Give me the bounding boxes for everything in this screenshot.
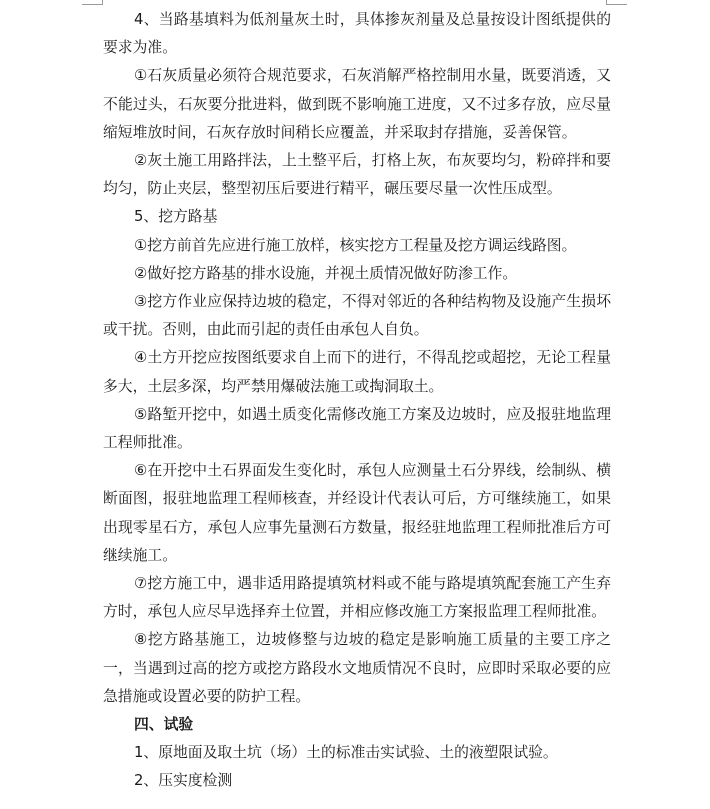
section-heading-testing: 四、试验	[134, 716, 194, 734]
section-heading-excavation: 5、挖方路基	[134, 208, 218, 226]
paragraph-lime-quality: ①石灰质量必须符合规范要求，石灰消解严格控制用水量，既要消透，又不能过头，石灰要分批进料，做到既不影响施工进度，又不过多存放，应尽量缩短堆放时间，石灰存放时间稍长应覆盖，并采取封存措施，妥善保管。	[103, 67, 611, 141]
top-left-margin-mark	[82, 0, 103, 5]
paragraph-density-check: 2、压实度检测	[134, 772, 233, 790]
paragraph-lime-soil-dosage: 4、当路基填料为低剂量灰土时，具体掺灰剂量及总量按设计图纸提供的要求为准。	[103, 11, 611, 57]
paragraph-cutting-changes: ⑤路堑开挖中，如遇土质变化需修改施工方案及边坡时，应及报驻地监理工程师批准。	[103, 405, 611, 452]
paragraph-excavation-staking: ①挖方前首先应进行施工放样，核实挖方工程量及挖方调运线路图。	[134, 236, 577, 254]
paragraph-slope-trimming: ⑧挖方路基施工，边坡修整与边坡的稳定是影响施工质量的主要工序之一，当遇到过高的挖方或挖方路段水文地质情况不良时，应即时采取必要的应急措施或设置必要的防护工程。	[103, 631, 611, 705]
top-right-margin-mark	[606, 0, 627, 5]
paragraph-compaction-test: 1、原地面及取土坑（场）土的标准击实试验、土的液塑限试验。	[134, 744, 558, 762]
paragraph-slope-stability: ③挖方作业应保持边坡的稳定，不得对邻近的各种结构物及设施产生损坏或干扰。否则，由此而引起的责任由承包人自负。	[103, 293, 611, 339]
paragraph-top-down-excavation: ④土方开挖应按图纸要求自上而下的进行，不得乱挖或超挖，无论工程量多大，土层多深，均严禁用爆破法施工或掏洞取土。	[103, 349, 611, 395]
paragraph-road-mixing: ②灰土施工用路拌法，上土整平后，打格上灰，布灰要均匀，粉碎拌和要均匀，防止夹层，整型初压后要进行精平，碾压要尽量一次性压成型。	[103, 152, 611, 198]
paragraph-soil-rock-boundary: ⑥在开挖中土石界面发生变化时，承包人应测量土石分界线，绘制纵、横断面图，报驻地监理工程师核查，并经设计代表认可后，方可继续施工，如果出现零星石方，承包人应事先量测石方数量，报经驻地监理工程师批准后方可继续施工。	[103, 462, 611, 564]
paragraph-waste-material: ⑦挖方施工中，遇非适用路提填筑材料或不能与路堤填筑配套施工产生弃方时，承包人应尽早选择弃土位置，并相应修改施工方案报监理工程师批准。	[103, 575, 611, 621]
paragraph-drainage: ②做好挖方路基的排水设施，并视土质情况做好防渗工作。	[134, 264, 518, 282]
document-body	[103, 6, 611, 796]
